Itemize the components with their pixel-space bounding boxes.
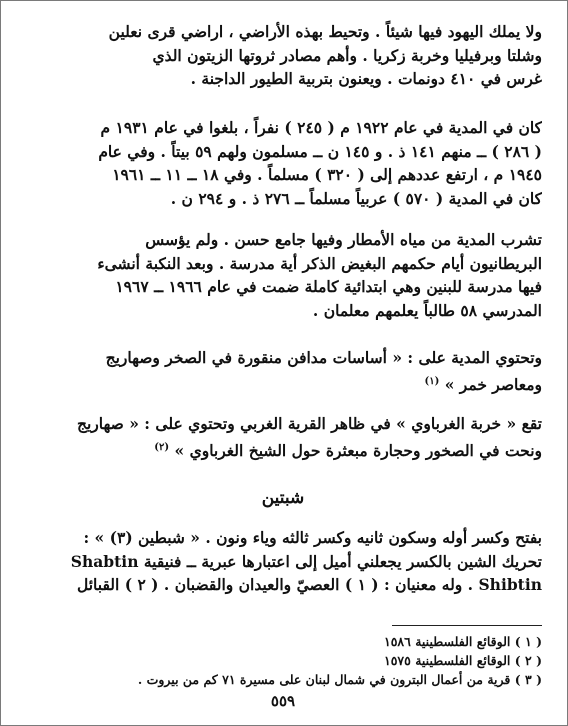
paragraph-5 [24,412,542,462]
text-line: البريطانيون أيام حكمهم البغيض الذكر أية مدرسة . وبعد النكبة أنشىء [97,253,542,273]
text-fragment: ومعاصر خمر » [444,374,542,394]
footnotes [24,632,542,689]
footnote-divider [392,625,542,626]
text-line [24,370,542,397]
paragraph-1 [24,20,542,91]
paragraph-3 [24,228,542,322]
footnote: ( ٣ ) قرية من أعمال البترون في شمال لبنان على مسيرة ٧١ كم من بيروت . [137,672,542,687]
text-line: تحريك الشين بالكسر يجعلني أميل إلى اعتبارها عبرية ــ فنيقية Shabtin [70,551,542,571]
text-line: غرس في ٤١٠ دونمات . ويعنون بتربية الطيور الداجنة . [190,69,542,88]
text-line: بفتح وكسر أوله وسكون ثانيه وكسر ثالثه وياء ونون . « شبطين (٣) » : [83,528,542,547]
footnote-ref: (١) [424,375,440,387]
paragraph-4 [24,346,542,396]
footnote: ( ١ ) الوقائع الفلسطينية ١٥٨٦ [383,634,542,649]
text-fragment: ونحت في الصخور وحجارة مبعثرة حول الشيخ الغرباوي » [174,440,542,460]
text-line: المدرسي ٥٨ طالباً يعلمهم معلمان . [312,300,542,320]
text-line: Shibtin . وله معنيان : ( ١ ) العصيّ والعيدان والقضبان . ( ٢ ) القبائل [77,575,542,594]
text-line: تقع « خربة الغرباوي » في ظاهر القرية الغربي وتحتوي على : « صهاريج [76,414,542,433]
text-line: كان في المدية ( ٥٧٠ ) عربياً مسلماً ــ ٢٧٦ ذ . و ٢٩٤ ن . [170,188,542,208]
paragraph-6 [24,526,542,597]
paragraph-2 [24,116,542,210]
text-line: تشرب المدية من مياه الأمطار وفيها جامع حسن . ولم يؤسس [145,230,542,249]
text-line: وتحتوي المدية على : « أساسات مدافن منقورة في الصخر وصهاريج [105,348,542,367]
page-number: ٥٥٩ [270,692,296,710]
document-page [24,8,542,718]
text-line: ولا يملك اليهود فيها شيئاً . وتحيط بهذه الأراضي ، اراضي قرى نعلين [108,22,542,41]
text-line: فيها مدرسة للبنين وهي ابتدائية كاملة ضمت في عام ١٩٦٦ ــ ١٩٦٧ [115,277,542,296]
text-line [24,436,542,463]
section-heading: شبتين [261,488,305,508]
text-line: كان في المدية في عام ١٩٢٢ م ( ٢٤٥ ) نفراً ، بلغوا في عام ١٩٣١ م [100,118,542,137]
footnote: ( ٢ ) الوقائع الفلسطينية ١٥٧٥ [383,653,542,668]
text-line: وشلتا وبرفيليا وخربة زكريا . وأهم مصادر ثروتها الزيتون الذي [152,45,542,65]
text-line: ( ٢٨٦ ) ــ منهم ١٤١ ذ . و ١٤٥ ن ــ مسلمون ولهم ٥٩ بيتاً . وفي عام [98,141,542,161]
text-line: ١٩٤٥ م ، ارتفع عددهم إلى ( ٣٢٠ ) مسلماً . وفي ١٨ ــ ١١ ــ ١٩٦١ [112,165,542,184]
footnote-ref: (٢) [154,441,170,453]
